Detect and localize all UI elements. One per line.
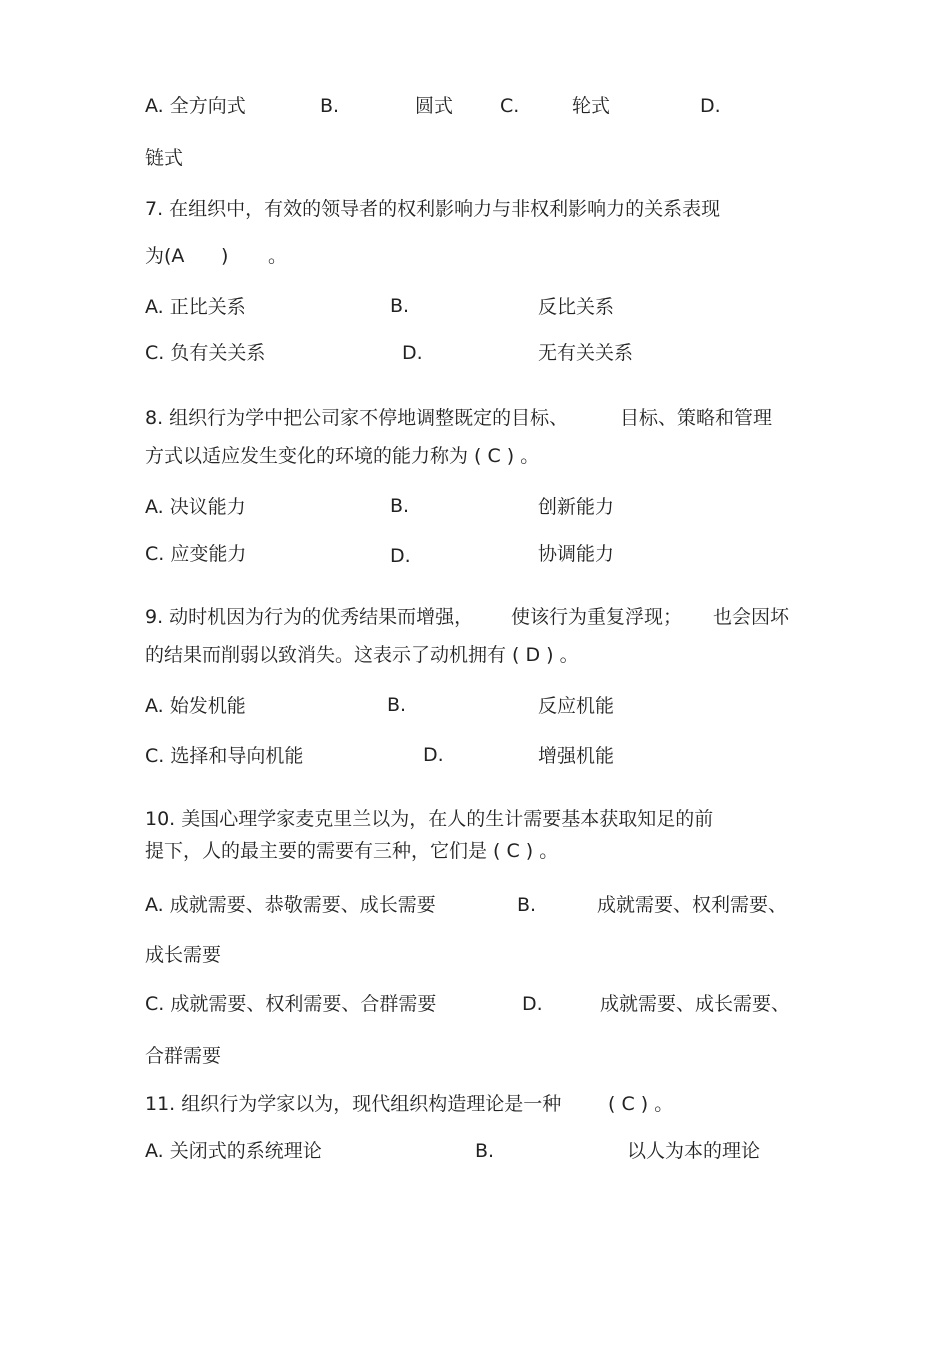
q8-option-b-text: 创新能力 [538, 496, 615, 518]
q10-option-c: C. 成就需要、权利需要、合群需要 [145, 993, 437, 1015]
q9-option-d-text: 增强机能 [538, 745, 615, 767]
q6-option-b-label: B. [320, 95, 340, 117]
q10-question-line1: 10. 美国心理学家麦克里兰以为，在人的生计需要基本获取知足的前 [145, 808, 714, 830]
q9-question-line1-end: 也会因坏 [713, 606, 790, 628]
q6-option-b-text: 圆式 [415, 95, 454, 117]
q10-option-a: A. 成就需要、恭敬需要、成长需要 [145, 894, 436, 916]
q7-option-c: C. 负有关关系 [145, 342, 266, 364]
q10-option-b-cont: 成长需要 [145, 944, 222, 966]
q11-option-a: A. 关闭式的系统理论 [145, 1140, 322, 1162]
q10-option-b-label: B. [517, 894, 537, 916]
q11-option-b-text: 以人为本的理论 [627, 1140, 761, 1162]
q8-question-line1-cont: 目标、策略和管理 [620, 407, 773, 429]
q7-option-b-text: 反比关系 [538, 296, 615, 318]
q6-option-a: A. 全方向式 [145, 95, 246, 117]
q8-question-line1: 8. 组织行为学中把公司家不停地调整既定的目标、 [145, 407, 569, 429]
q9-question-line1: 9. 动时机因为行为的优秀结果而增强， [145, 606, 474, 628]
q9-question-line2: 的结果而削弱以致消失。这表示了动机拥有 ( D ) 。 [145, 644, 579, 666]
q9-option-d-label: D. [423, 744, 444, 766]
q9-option-b-label: B. [387, 694, 407, 716]
q7-option-a: A. 正比关系 [145, 296, 246, 318]
q10-option-d-label: D. [522, 993, 543, 1015]
q9-option-b-text: 反应机能 [538, 695, 615, 717]
q8-option-b-label: B. [390, 495, 410, 517]
q11-question-line1: 11. 组织行为学家以为，现代组织构造理论是一种 [145, 1093, 562, 1115]
q6-option-d-text: 链式 [145, 147, 184, 169]
q7-option-d-label: D. [402, 342, 423, 364]
q8-option-c: C. 应变能力 [145, 543, 247, 565]
q8-option-a: A. 决议能力 [145, 496, 246, 518]
q11-option-b-label: B. [475, 1140, 495, 1162]
q9-option-c: C. 选择和导向机能 [145, 745, 304, 767]
q7-question-line1: 7. 在组织中，有效的领导者的权利影响力与非权利影响力的关系表现 [145, 198, 721, 220]
q9-option-a: A. 始发机能 [145, 695, 246, 717]
q10-option-d-text: 成就需要、成长需要、 [600, 993, 791, 1015]
q10-option-d-cont: 合群需要 [145, 1045, 222, 1067]
q10-question-line2: 提下，人的最主要的需要有三种，它们是 ( C ) 。 [145, 840, 559, 862]
q7-option-d-text: 无有关关系 [538, 342, 634, 364]
q7-question-line2-paren: ) [221, 245, 229, 267]
q11-question-answer: ( C ) 。 [608, 1093, 674, 1115]
q7-question-line2-end: 。 [268, 245, 288, 267]
q6-option-c-label: C. [500, 95, 520, 117]
q8-option-d-label: D. [390, 545, 411, 567]
q7-option-b-label: B. [390, 295, 410, 317]
q8-question-line2: 方式以适应发生变化的环境的能力称为 ( C ) 。 [145, 445, 540, 467]
q6-option-c-text: 轮式 [572, 95, 611, 117]
q10-option-b-text: 成就需要、权利需要、 [597, 894, 788, 916]
q7-question-line2-answer: 为(A [145, 245, 185, 267]
q8-option-d-text: 协调能力 [538, 543, 615, 565]
q9-question-line1-mid: 使该行为重复浮现； [511, 606, 683, 628]
q6-option-d-label: D. [700, 95, 721, 117]
